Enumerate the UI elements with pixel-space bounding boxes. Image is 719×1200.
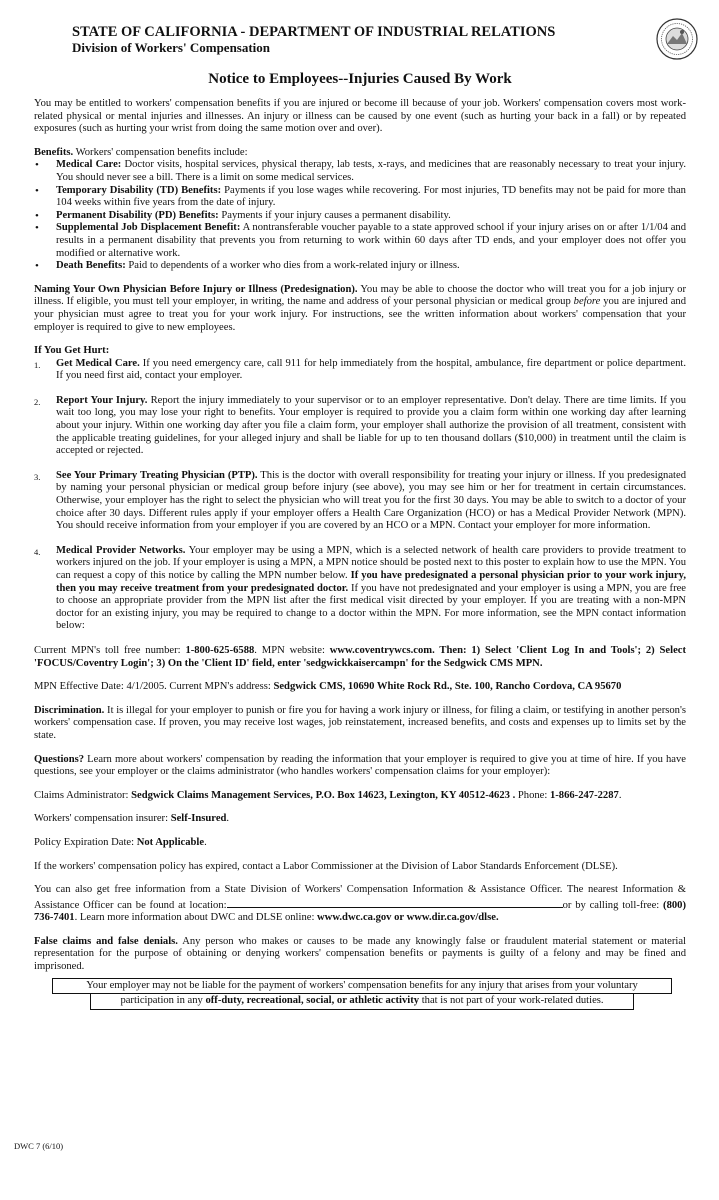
predesignation-emphasis: before [573,296,601,308]
policy-line [34,837,686,850]
step-item [34,545,686,633]
claims-value: Sedgwick Claims Management Services, P.O. Box 14623, Lexington, KY 40512-4623 . [131,789,516,801]
claims-phone: 1-866-247-2287 [549,789,619,801]
bullet-icon: • [35,260,39,273]
benefit-item [34,159,686,184]
claims-administrator [34,790,686,803]
step-label: Report Your Injury. [56,394,148,406]
expired-paragraph: If the workers' compensation policy has expired, contact a Labor Commissioner at the Division of Labor Standards Enforcement (DLSE). [34,860,618,872]
step-label: See Your Primary Treating Physician (PTP). [56,469,258,481]
benefit-item [34,210,686,223]
info-web: www.dwc.ca.gov or www.dir.ca.gov/dlse. [317,912,499,924]
header-division: Division of Workers' Compensation [72,40,271,55]
policy-value: Not Applicable [136,836,205,848]
step-text-cont: If you have not predesignated and your employer is using a MPN, you are free to choose an appropriate provider from the MPN list after the first medical visit directed by your employer. If you are treating with a non-MPN doctor for an existing injury, you may be required to change to a doctor within the MPN. For more information, see the MPN contact information below: [56,582,687,632]
if-you-get-hurt-heading: If You Get Hurt: [34,345,110,357]
benefits-section [34,147,686,273]
benefit-label: Permanent Disability (PD) Benefits: [56,209,219,221]
step-text: Report the injury immediately to your supervisor or to an employer representative. Don't delay. There are time limits. If you wait too long, you may lose your right to benefits. Your employer is required to provide you a claim form within one working day after learning about your injury. Within one working day after you file a claim form, your employer shall authorize the provision of all treatment, consistent with the applicable treating guidelines, for your alleged injury and shall be liable for up to ten thousand dollars ($10,000) in treatment until the claim is accepted or rejected. [56,394,686,457]
claims-tail: . [618,789,622,801]
step-bold-text: If you have predesignated a personal physician prior to your work injury, then you may receive treatment from your predesignated doctor. [56,570,686,594]
benefit-text: Doctor visits, hospital services, physical therapy, lab tests, x-rays, and medicines that are reasonably necessary to treat your injury. You should never see a bill. There is a limit on some medical services. [56,159,687,183]
location-blank-line [227,897,563,908]
benefit-item [34,222,686,260]
notice-page [34,24,686,1010]
page-title: Notice to Employees--Injuries Caused By Work [208,71,512,87]
info-text-online: . Learn more information about DWC and DLSE online: [74,912,318,924]
insurer-tail: . [226,813,230,825]
step-text: If you need emergency care, call 911 for help immediately from the hospital, ambulance, fire department or police department. If you need first aid, contact your employer. [56,357,686,382]
info-text-cont: or by calling toll-free: [562,899,664,911]
insurer-line [34,813,686,826]
step-item [34,358,686,383]
header-department: STATE OF CALIFORNIA - DEPARTMENT OF INDUSTRIAL RELATIONS [72,24,556,40]
benefit-text: A nontransferable voucher payable to a state approved school if your injury arises on or after 1/1/04 and results in a permanent disability that prevents you from returning to work within 60 days after TD ends, and your employer does not offer you modified or alternative work. [56,222,686,259]
step-label: Get Medical Care. [56,357,140,369]
step-item [34,470,686,533]
benefits-list [34,159,686,272]
bullet-icon: • [35,159,39,172]
info-phone: (800) 736-7401 [34,899,686,924]
bullet-icon: • [35,209,39,222]
mpn-phone-lead: Current MPN's toll free number: [34,644,186,656]
insurer-lead: Workers' compensation insurer: [34,813,171,825]
discrimination-text: It is illegal for your employer to punish or fire you for having a work injury or illness, for filing a claim, or testifying in another person's workers' compensation case. If proven, you may receive lost wages, job reinstatement, increased benefits, and costs and expenses up to limits set by the state. [34,704,686,741]
insurer-value: Self-Insured [170,813,227,825]
mpn-address-value: Sedgwick CMS, 10690 White Rock Rd., Ste. 100, Rancho Cordova, CA 95670 [273,681,622,693]
intro-paragraph: You may be entitled to workers' compensation benefits if you are injured or become ill because of your job. Workers' compensation covers most work-related physical or mental injuries and illnesses. An injury or illness can be caused by one event (such as hurting your back in a fall) or by repeated exposures (such as hurting your wrist from doing the same motion over and over). [34,98,686,135]
policy-tail: . [204,836,207,848]
mpn-phone: 1-800-625-6588 [185,644,255,656]
mpn-date-lead: MPN Effective Date: 4/1/2005. Current MPN's address: [34,681,274,693]
info-text: You can also get free information from a State Division of Workers' Compensation Information & Assistance Officer. The nearest Information & Assistance Officer can be found at location: [34,884,686,911]
mpn-web-lead: . MPN website: [254,644,330,656]
step-text: This is the doctor with overall responsibility for treating your injury or illness. If you predesignated by naming your personal physician or medical group before injury (see above), you may see him or her for treatment in certain circumstances. Otherwise, your employer has the right to select the physician who will treat you for the first 30 days. You may be able to switch to a doctor of your choice after 30 days. Different rules apply if your employer offers a Health Care Organization (HCO) or has a Medical Provider Network (MPN). You should receive information from your employer if you are covered by an HCO or a MPN. Contact your employer for more information. [56,469,686,532]
questions-paragraph [34,754,686,779]
benefit-text: Paid to dependents of a worker who dies from a work-related injury or illness. [125,260,460,272]
predesignation-text: You may be able to choose the doctor who will treat you for a job injury or illness. If eligible, you must tell your employer, in writing, the name and address of your personal physician or medical group [34,283,687,308]
predesignation-heading: Naming Your Own Physician Before Injury or Illness (Predesignation). [34,283,358,295]
benefit-item [34,260,686,273]
benefit-label: Supplemental Job Displacement Benefit: [56,222,241,234]
predesignation-paragraph [34,284,686,334]
benefit-label: Medical Care: [56,159,122,171]
step-label: Medical Provider Networks. [56,544,186,556]
false-claims-heading: False claims and false denials. [34,935,178,947]
questions-heading: Questions? [34,753,85,765]
benefit-label: Death Benefits: [56,260,126,272]
step-number: 3. [34,471,41,482]
benefit-text: Payments if you lose wages while recovering. For most injuries, TD benefits may not be paid for more than 104 weeks within five years from the date of injury. [56,184,686,209]
discrimination-heading: Discrimination. [34,704,105,716]
benefit-text: Payments if your injury causes a permanent disability. [218,209,451,221]
liability-text-a: participation in any [120,995,206,1007]
mpn-web: www.coventrywcs.com. Then: 1) Select 'Client Log In and Tools'; 2) Select 'FOCUS/Coventry Login'; 3) On the 'Client ID' field, enter 'sedgwickkaisercampn' for the Sedgwick CMS MPN. [34,644,687,669]
bullet-icon: • [35,184,39,197]
form-number: DWC 7 (6/10) [14,1141,64,1151]
step-number: 1. [34,359,41,370]
liability-notice-line1: Your employer may not be liable for the payment of workers' compensation benefits for any injury that arises from your voluntary [52,978,672,995]
benefits-lead: Workers' compensation benefits include: [73,146,248,158]
state-seal-icon [656,18,698,60]
info-paragraph [34,884,686,925]
benefit-label: Temporary Disability (TD) Benefits: [56,184,222,196]
liability-text-b: off-duty, recreational, social, or athletic activity [205,995,420,1007]
liability-text-c: that is not part of your work-related duties. [419,995,604,1007]
questions-text: Learn more about workers' compensation by reading the information that your employer is required to give you at time of hire. If you have questions, see your employer or the claims administrator (who handles workers' compensation claims for your employer): [34,753,686,778]
step-item [34,395,686,458]
mpn-contact [34,645,686,670]
predesignation-text-cont: you are injured and your physician must agree to treat you for your work injury. For instructions, see the written information about workers' compensation that your employer is required to give to new employees. [34,296,686,333]
bullet-icon: • [35,222,39,235]
steps-list [34,358,686,633]
step-number: 2. [34,396,41,407]
claims-lead: Claims Administrator: [34,789,132,801]
false-claims-text: Any person who makes or causes to be made any knowingly false or fraudulent material statement or material representation for the purpose of obtaining or denying workers' compensation benefits or payments is guilty of a felony and may be fined and imprisoned. [34,935,687,973]
step-text: Your employer may be using a MPN, which is a selected network of health care providers to provide treatment to workers injured on the job. If your employer is using a MPN, a MPN notice should be posted next to this poster to explain how to use the MPN. You can request a copy of this notice by calling the MPN number below. [56,544,686,581]
step-number: 4. [34,546,41,557]
mpn-address [34,681,686,694]
policy-lead: Policy Expiration Date: [34,836,137,848]
benefit-item [34,185,686,210]
claims-phone-lead: Phone: [515,789,550,801]
benefits-heading: Benefits. [34,146,74,158]
liability-notice-line2 [90,994,634,1010]
false-claims-paragraph [34,936,686,974]
discrimination-paragraph [34,705,686,743]
